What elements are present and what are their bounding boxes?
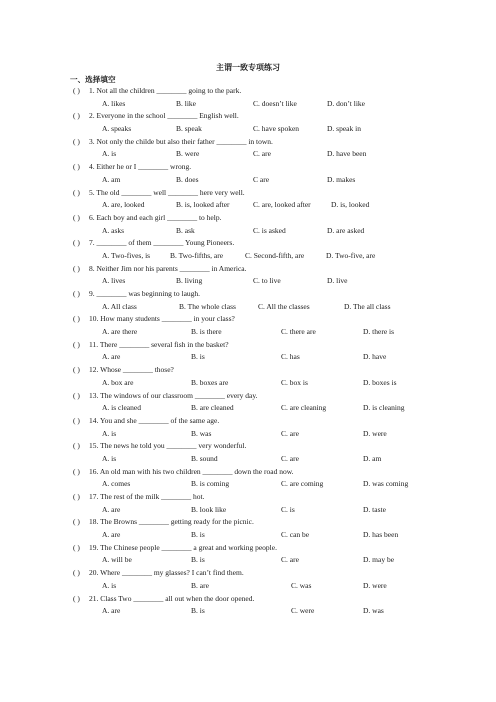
answer-blank[interactable]: ( ) [73,314,80,324]
option-c[interactable]: C. are cleaning [281,403,327,413]
options-line [73,377,483,390]
answer-blank[interactable]: ( ) [73,390,80,400]
option-d[interactable]: D. is cleaning [363,403,405,413]
option-c[interactable]: C. All the classes [258,301,310,311]
option-d[interactable]: D. were [363,580,387,590]
option-a[interactable]: A. am [102,174,121,184]
option-c[interactable]: C. can be [281,530,310,540]
question-text: 11. There ________ several fish in the basket? [89,339,229,349]
options-line [73,199,483,212]
option-b[interactable]: B. are [191,580,209,590]
options-line [73,554,483,567]
question-text: 14. You and she ________ of the same age. [89,415,220,425]
option-a[interactable]: A. are [102,606,121,616]
question-text: 15. The news he told you ________ very wonderful. [89,441,247,451]
answer-blank[interactable]: ( ) [73,238,80,248]
option-d[interactable]: D. was coming [363,479,409,489]
option-b[interactable]: B. is coming [191,479,230,489]
option-d[interactable]: D. have been [327,149,367,159]
option-b[interactable]: B. is there [191,327,222,337]
option-c[interactable]: C. to live [253,276,281,286]
question-line [73,161,483,174]
question-text: 13. The windows of our classroom ________ every day. [89,390,258,400]
option-a[interactable]: A. likes [102,98,126,108]
question-line [73,390,483,403]
option-b[interactable]: B. are cleaned [191,403,234,413]
answer-blank[interactable]: ( ) [73,289,80,298]
option-a[interactable]: A. comes [102,479,131,489]
options-line [73,529,483,542]
option-c[interactable]: C. there are [281,327,316,337]
option-c[interactable]: C. were [291,606,315,616]
option-b[interactable]: B. look like [191,504,227,514]
option-a[interactable]: A. will be [102,555,132,565]
question-text: 5. The old ________ well ________ here very well. [89,187,245,197]
option-b[interactable]: B. does [176,174,199,184]
question-line [73,567,483,580]
option-c[interactable]: C. is asked [253,225,286,235]
options-line [73,250,483,263]
option-c[interactable]: C. was [291,580,312,590]
option-d[interactable]: D. The all class [344,301,391,311]
options-line [73,98,483,111]
option-a[interactable]: A. are there [102,327,138,337]
option-b[interactable]: B. like [176,98,196,108]
question-line [73,288,483,301]
page-title: 主谓一致专项练习 [216,63,280,72]
question-line [73,187,483,200]
option-b[interactable]: B. sound [191,453,218,463]
option-c[interactable]: C. are, looked after [253,200,311,210]
option-d[interactable]: D. may be [363,555,395,565]
option-a[interactable]: A. is [102,453,117,463]
option-b[interactable]: B. The whole class [179,301,236,311]
option-c[interactable]: C are [253,174,270,184]
answer-blank[interactable]: ( ) [73,568,80,578]
options-line [73,478,483,491]
question-text: 20. Where ________ my glasses? I can’t find them. [89,568,244,578]
option-a[interactable]: A. speaks [102,124,132,134]
options-line [73,225,483,238]
option-d[interactable]: D. are asked [327,225,365,235]
question-text: 7. ________ of them ________ Young Pioneers. [89,238,235,248]
option-a[interactable]: A. is [102,428,117,438]
option-c[interactable]: C. is [281,504,295,514]
option-a[interactable]: A. Two-fives, is [102,250,151,260]
option-c[interactable]: C. box is [281,377,308,387]
question-line [73,339,483,352]
option-b[interactable]: B. living [176,276,203,286]
answer-blank[interactable]: ( ) [73,415,80,425]
answer-blank[interactable]: ( ) [73,492,80,501]
option-a[interactable]: A. lives [102,276,126,286]
answer-blank[interactable]: ( ) [73,593,80,603]
question-line [73,415,483,428]
options-line [73,453,483,466]
option-b[interactable]: B. ask [176,225,195,235]
option-d[interactable]: D. has been [363,530,399,540]
option-a[interactable]: A. are, looked [102,200,145,210]
option-b[interactable]: B. is [191,555,205,565]
option-a[interactable]: A. All class [102,301,137,311]
option-b[interactable]: B. is [191,352,205,362]
question-text: 16. An old man with his two children ________ down the road now. [89,466,294,476]
option-b[interactable]: B. speak [176,124,202,134]
option-c[interactable]: C. are [281,453,299,463]
options-line [73,351,483,364]
option-d[interactable]: D. have [363,352,387,362]
option-a[interactable]: A. are [102,504,121,514]
options-line [73,301,483,314]
option-d[interactable]: D. were [363,428,387,438]
answer-blank[interactable]: ( ) [73,517,80,527]
option-c[interactable]: C. has [281,352,300,362]
question-line [73,85,483,98]
question-text: 9. ________ was beginning to laugh. [89,289,201,298]
answer-blank[interactable]: ( ) [73,212,80,222]
option-c[interactable]: C. Second-fifth, are [245,250,305,260]
option-b[interactable]: B. was [191,428,212,438]
option-a[interactable]: A. is [102,580,117,590]
options-line [73,402,483,415]
answer-blank[interactable]: ( ) [73,86,80,95]
options-line [73,123,483,136]
question-line [73,237,483,250]
question-line [73,542,483,555]
answer-blank[interactable]: ( ) [73,162,80,172]
option-d[interactable]: D. Two-five, are [326,250,376,260]
options-line [73,148,483,161]
question-line [73,212,483,225]
option-c[interactable]: C. doesn’t like [253,98,297,108]
option-a[interactable]: A. is cleaned [102,403,141,413]
question-line [73,491,483,504]
options-line [73,428,483,441]
option-d[interactable]: D. don’t like [327,98,365,108]
section-heading: 一、选择填空 [70,75,116,84]
answer-blank[interactable]: ( ) [73,365,80,375]
question-text: 4. Either he or I ________ wrong. [89,162,192,172]
option-d[interactable]: D. boxes is [363,377,397,387]
option-b[interactable]: B. is [191,606,205,616]
option-b[interactable]: B. boxes are [191,377,229,387]
option-d[interactable]: D. there is [363,327,395,337]
question-line [73,593,483,606]
option-d[interactable]: D. was [363,606,384,616]
question-line [73,466,483,479]
option-c[interactable]: C. are [281,555,299,565]
option-c[interactable]: C. are [253,149,271,159]
option-c[interactable]: C. are coming [281,479,324,489]
option-b[interactable]: B. were [176,149,200,159]
answer-blank[interactable]: ( ) [73,466,80,476]
option-d[interactable]: D. speak in [327,124,361,134]
option-d[interactable]: D. am [363,453,382,463]
options-line [73,326,483,339]
option-a[interactable]: A. are [102,352,121,362]
options-line [73,580,483,593]
answer-blank[interactable]: ( ) [73,441,80,451]
answer-blank[interactable]: ( ) [73,111,80,121]
answer-blank[interactable]: ( ) [73,339,80,349]
question-text: 17. The rest of the milk ________ hot. [89,492,205,501]
answer-blank[interactable]: ( ) [73,187,80,197]
options-line [73,275,483,288]
options-line [73,504,483,517]
option-d[interactable]: D. taste [363,504,386,514]
option-b[interactable]: B. is [191,530,205,540]
answer-blank[interactable]: ( ) [73,263,80,273]
option-d[interactable]: D. is, looked [331,200,370,210]
question-text: 6. Each boy and each girl ________ to help. [89,212,222,222]
options-line [73,174,483,187]
question-text: 19. The Chinese people ________ a great and working people. [89,542,277,552]
answer-blank[interactable]: ( ) [73,136,80,146]
option-a[interactable]: A. are [102,530,121,540]
option-d[interactable]: D. live [327,276,348,286]
answer-blank[interactable]: ( ) [73,542,80,552]
question-text: 8. Neither Jim nor his parents ________ in America. [89,263,247,273]
question-line [73,110,483,123]
options-line [73,605,483,618]
question-text: 2. Everyone in the school ________ English well. [89,111,239,121]
question-text: 10. How many students ________ in your class? [89,314,235,324]
question-line [73,313,483,326]
option-c[interactable]: C. have spoken [253,124,300,134]
option-b[interactable]: B. Two-fifths, are [170,250,224,260]
question-text: 18. The Browns ________ getting ready for the picnic. [89,517,254,527]
question-text: 21. Class Two ________ all out when the door opened. [89,593,255,603]
question-line [73,364,483,377]
option-b[interactable]: B. is, looked after [176,200,230,210]
question-line [73,136,483,149]
question-text: 12. Whose ________ those? [89,365,174,375]
question-list [73,85,483,618]
option-a[interactable]: A. asks [102,225,125,235]
option-d[interactable]: D. makes [327,174,356,184]
option-c[interactable]: C. are [281,428,299,438]
option-a[interactable]: A. box are [102,377,134,387]
question-text: 1. Not all the children ________ going to the park. [89,86,242,95]
question-text: 3. Not only the childe but also their father ________ in town. [89,136,273,146]
question-line [73,516,483,529]
option-a[interactable]: A. is [102,149,117,159]
question-line [73,440,483,453]
question-line [73,263,483,276]
